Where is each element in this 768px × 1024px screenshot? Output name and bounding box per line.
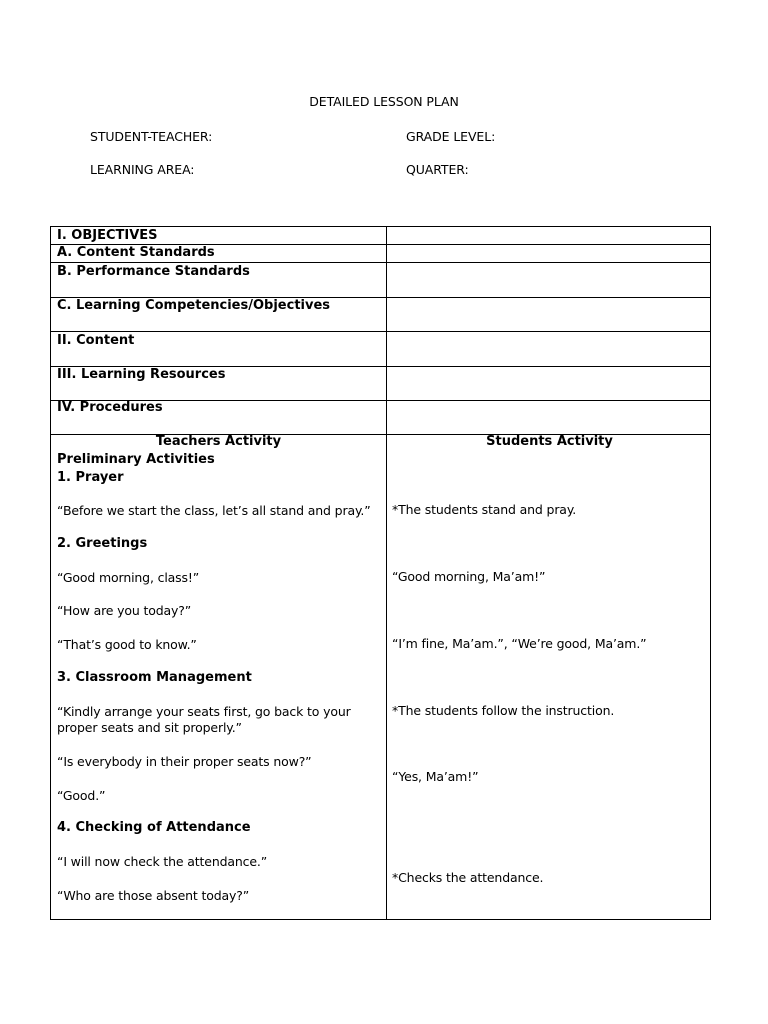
objectives-label: I. OBJECTIVES bbox=[57, 228, 158, 243]
learning-area-label: LEARNING AREA: bbox=[90, 162, 195, 177]
prayer-heading: 1. Prayer bbox=[57, 470, 124, 485]
teacher-how-are-you-line: “How are you today?” bbox=[57, 603, 192, 618]
students-activity-header: Students Activity bbox=[486, 434, 613, 449]
teacher-arrange-seats-line-1: “Kindly arrange your seats first, go back to your bbox=[57, 704, 351, 719]
student-fine-line: “I’m fine, Ma’am.”, “We’re good, Ma’am.” bbox=[392, 636, 647, 651]
student-prayer-line: *The students stand and pray. bbox=[392, 502, 577, 517]
grade-level-label: GRADE LEVEL: bbox=[406, 129, 496, 144]
document-title: DETAILED LESSON PLAN bbox=[309, 94, 459, 109]
student-checks-attendance-line: *Checks the attendance. bbox=[392, 870, 544, 885]
teacher-check-attendance-line: “I will now check the attendance.” bbox=[57, 854, 268, 869]
learning-competencies-label: C. Learning Competencies/Objectives bbox=[57, 298, 331, 313]
student-greeting-line: “Good morning, Ma’am!” bbox=[392, 569, 546, 584]
student-yes-maam-line: “Yes, Ma’am!” bbox=[392, 769, 479, 784]
teacher-proper-seats-line: “Is everybody in their proper seats now?” bbox=[57, 754, 312, 769]
row-divider bbox=[51, 331, 710, 332]
performance-standards-label: B. Performance Standards bbox=[57, 264, 250, 279]
lesson-plan-table bbox=[50, 226, 711, 920]
classroom-management-heading: 3. Classroom Management bbox=[57, 670, 252, 685]
teacher-absent-line: “Who are those absent today?” bbox=[57, 888, 250, 903]
teacher-greeting-line: “Good morning, class!” bbox=[57, 570, 200, 585]
procedures-label: IV. Procedures bbox=[57, 400, 163, 415]
preliminary-activities-heading: Preliminary Activities bbox=[57, 452, 215, 467]
student-teacher-label: STUDENT-TEACHER: bbox=[90, 129, 213, 144]
teacher-arrange-seats-line-2: proper seats and sit properly.” bbox=[57, 720, 242, 735]
quarter-label: QUARTER: bbox=[406, 162, 469, 177]
teacher-good-line: “Good.” bbox=[57, 788, 106, 803]
teachers-activity-header: Teachers Activity bbox=[155, 434, 282, 449]
teacher-good-to-know-line: “That’s good to know.” bbox=[57, 637, 197, 652]
student-follow-instruction-line: *The students follow the instruction. bbox=[392, 703, 615, 718]
learning-resources-label: III. Learning Resources bbox=[57, 367, 226, 382]
content-label: II. Content bbox=[57, 333, 135, 348]
row-divider bbox=[51, 262, 710, 263]
attendance-heading: 4. Checking of Attendance bbox=[57, 820, 251, 835]
teacher-prayer-line: “Before we start the class, let’s all stand and pray.” bbox=[57, 503, 371, 518]
content-standards-label: A. Content Standards bbox=[57, 245, 215, 260]
greetings-heading: 2. Greetings bbox=[57, 536, 148, 551]
